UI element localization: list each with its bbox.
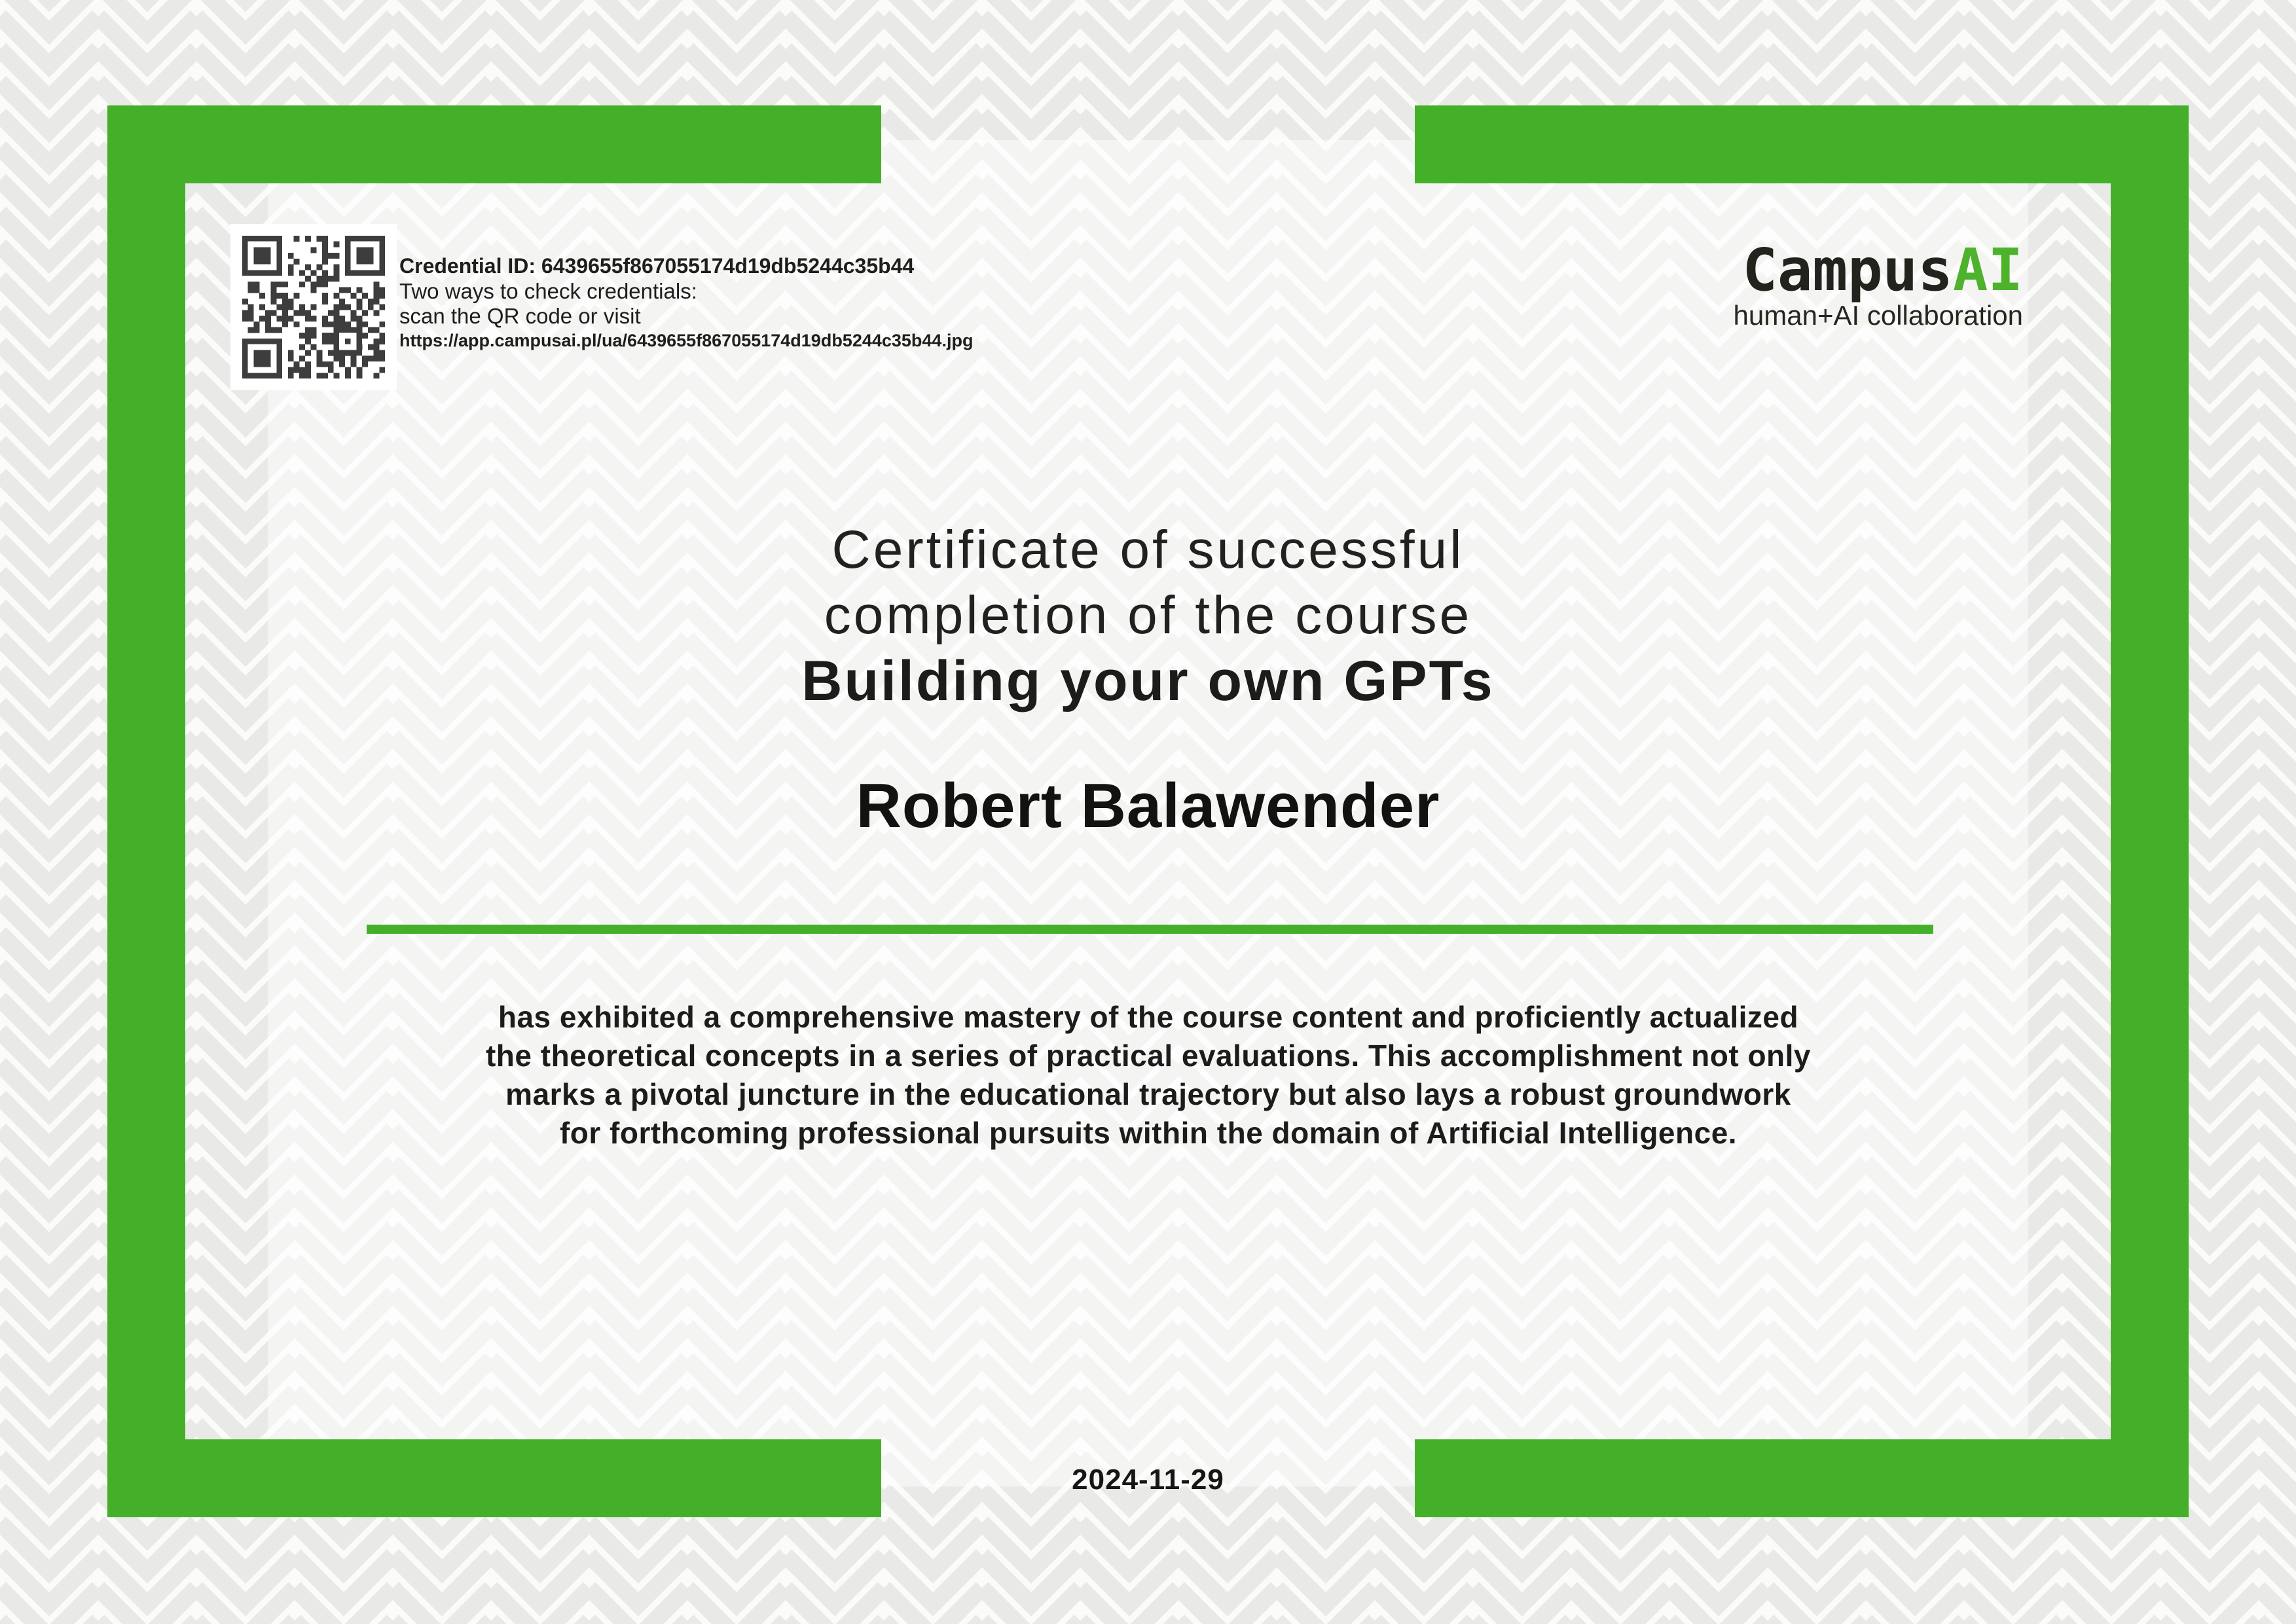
brand-name-accent: AI bbox=[1952, 236, 2023, 304]
certificate-title bbox=[0, 517, 2296, 714]
recipient-name: Robert Balawender bbox=[856, 771, 1440, 841]
brand-wordmark bbox=[1734, 237, 2023, 303]
credential-id-line: Credential ID: 6439655f867055174d19db5244c35b44 bbox=[399, 254, 915, 278]
body-line-3: marks a pivotal juncture in the educational trajectory but also lays a robust groundwork bbox=[505, 1077, 1791, 1111]
brand-name: Campus bbox=[1742, 236, 1953, 304]
course-title: Building your own GPTs bbox=[801, 650, 1495, 712]
body-line-2: the theoretical concepts in a series of practical evaluations. This accomplishment not only bbox=[485, 1039, 1812, 1073]
frame-top-right-arm bbox=[1415, 105, 2189, 183]
body-line-1: has exhibited a comprehensive mastery of the course content and proficiently actualized bbox=[498, 1000, 1799, 1034]
body-paragraph bbox=[297, 998, 1999, 1153]
credential-url: https://app.campusai.pl/ua/6439655f867055174d19db5244c35b44.jpg bbox=[399, 331, 974, 350]
body-line-4: for forthcoming professional pursuits within the domain of Artificial Intelligence. bbox=[559, 1116, 1738, 1150]
brand-tagline: human+AI collaboration bbox=[1733, 300, 2023, 331]
frame-top-left-arm bbox=[107, 105, 881, 183]
credential-scan-note: scan the QR code or visit bbox=[399, 304, 641, 328]
brand-logo bbox=[1734, 237, 2023, 329]
credential-block bbox=[399, 253, 1120, 353]
credential-check-note: Two ways to check credentials: bbox=[399, 279, 697, 303]
qr-code bbox=[230, 224, 397, 390]
divider-line bbox=[367, 925, 1933, 934]
title-line-1: Certificate of successful bbox=[831, 520, 1465, 580]
title-line-2: completion of the course bbox=[824, 585, 1472, 645]
issue-date: 2024-11-29 bbox=[1072, 1464, 1224, 1496]
